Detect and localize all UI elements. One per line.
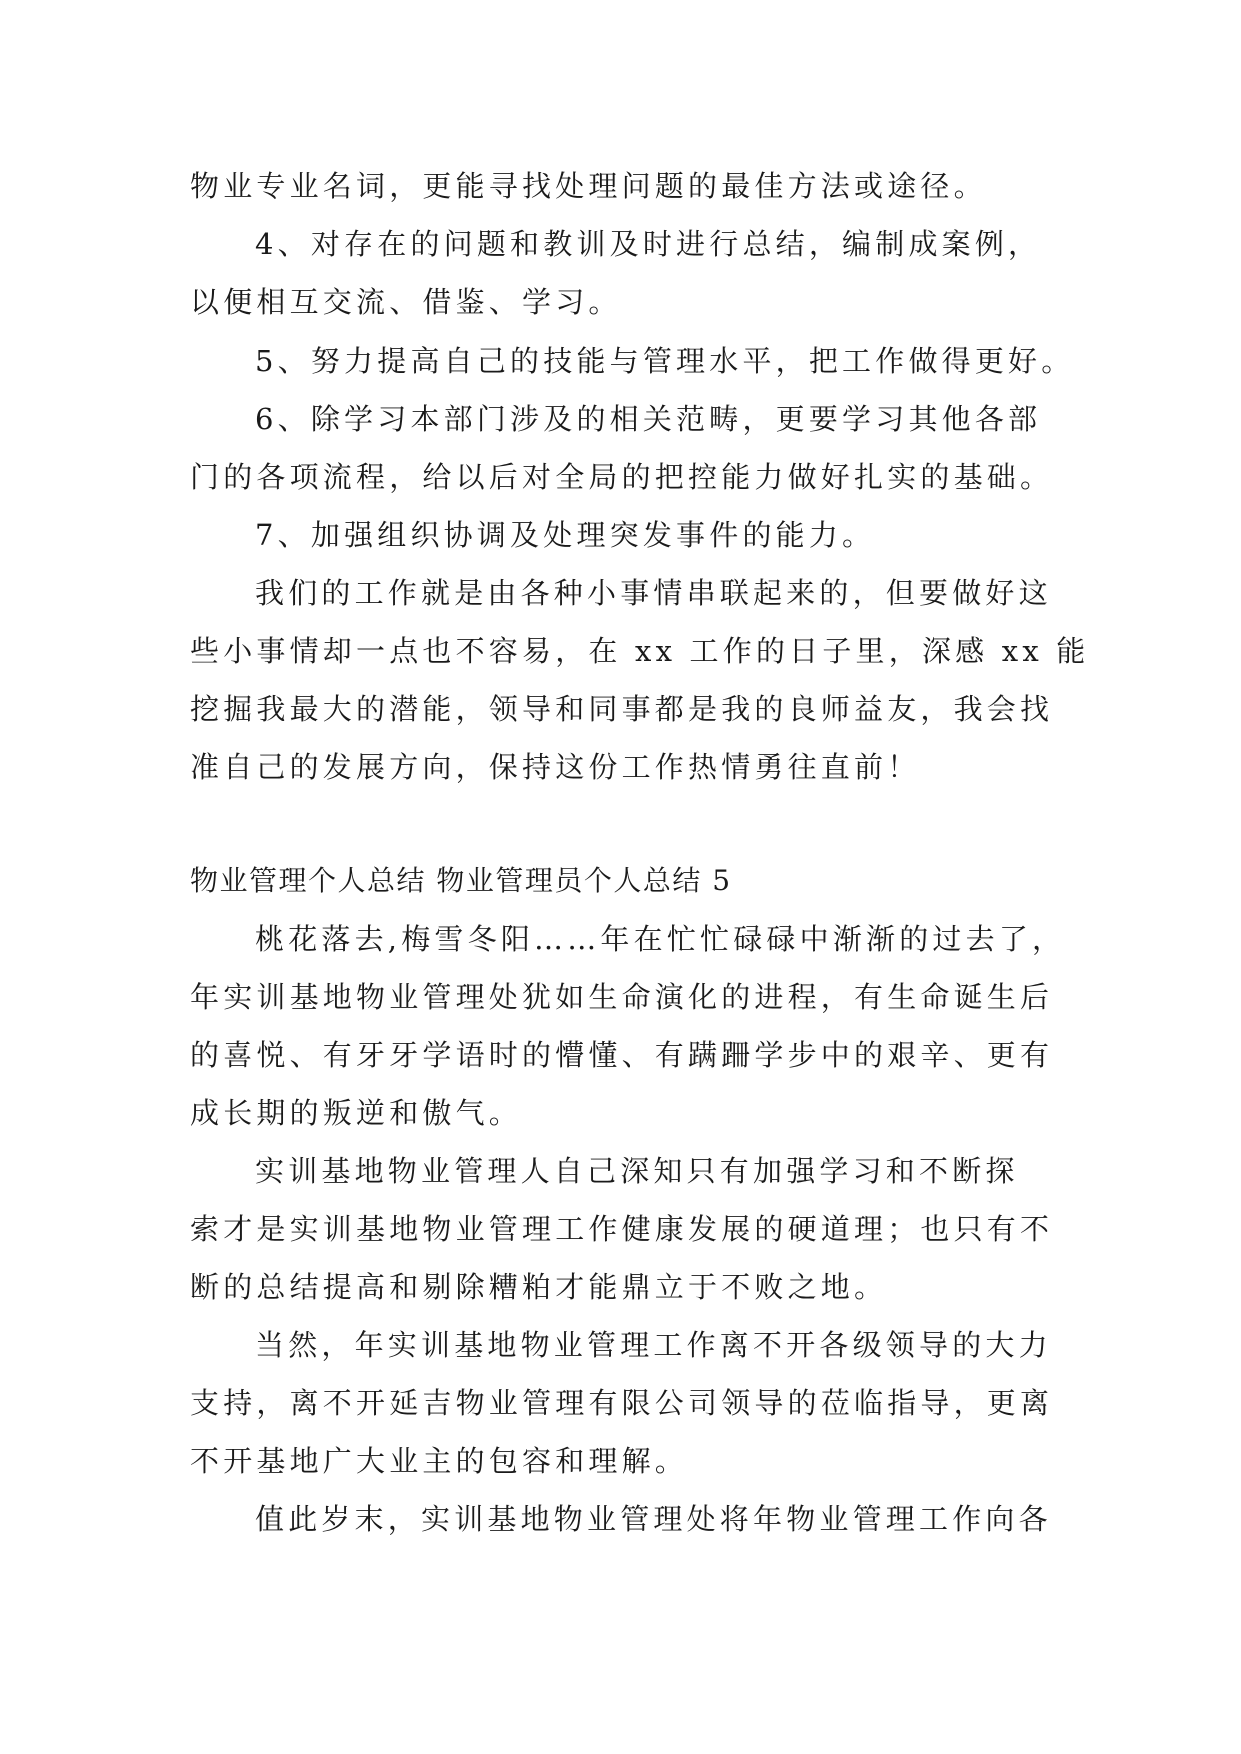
- list-item-line: 5、努力提高自己的技能与管理水平，把工作做得更好。: [255, 344, 1075, 378]
- paragraph-line: 值此岁末，实训基地物业管理处将年物业管理工作向各: [255, 1502, 1052, 1536]
- paragraph-line: 当然，年实训基地物业管理工作离不开各级领导的大力: [255, 1328, 1052, 1362]
- paragraph-line: 些小事情却一点也不容易，在 xx 工作的日子里，深感 xx 能: [190, 634, 1090, 668]
- paragraph-line: 成长期的叛逆和傲气。: [190, 1096, 523, 1130]
- paragraph-line: 物业专业名词，更能寻找处理问题的最佳方法或途径。: [190, 169, 987, 203]
- paragraph-line: 的喜悦、有牙牙学语时的懵懂、有蹒跚学步中的艰辛、更有: [190, 1038, 1054, 1072]
- list-item-line: 7、加强组织协调及处理突发事件的能力。: [255, 518, 876, 552]
- section-title: 物业管理个人总结 物业管理员个人总结 5: [190, 864, 732, 897]
- list-item-line: 6、除学习本部门涉及的相关范畴，更要学习其他各部: [255, 402, 1042, 436]
- paragraph-line: 实训基地物业管理人自己深知只有加强学习和不断探: [255, 1154, 1019, 1188]
- paragraph-line: 我们的工作就是由各种小事情串联起来的，但要做好这: [255, 576, 1052, 610]
- paragraph-line: 挖掘我最大的潜能，领导和同事都是我的良师益友，我会找: [190, 692, 1054, 726]
- paragraph-line: 门的各项流程，给以后对全局的把控能力做好扎实的基础。: [190, 460, 1054, 494]
- paragraph-line: 不开基地广大业主的包容和理解。: [190, 1444, 689, 1478]
- paragraph-line: 断的总结提高和剔除糟粕才能鼎立于不败之地。: [190, 1270, 888, 1304]
- paragraph-line: 以便相互交流、借鉴、学习。: [190, 285, 622, 319]
- paragraph-line: 索才是实训基地物业管理工作健康发展的硬道理；也只有不: [190, 1212, 1054, 1246]
- paragraph-line: 桃花落去,梅雪冬阳……年在忙忙碌碌中渐渐的过去了，: [255, 922, 1066, 956]
- list-item-line: 4、对存在的问题和教训及时进行总结，编制成案例，: [255, 227, 1042, 261]
- paragraph-line: 年实训基地物业管理处犹如生命演化的进程，有生命诞生后: [190, 980, 1054, 1014]
- paragraph-line: 准自己的发展方向，保持这份工作热情勇往直前！: [190, 750, 921, 784]
- paragraph-line: 支持，离不开延吉物业管理有限公司领导的莅临指导，更离: [190, 1386, 1054, 1420]
